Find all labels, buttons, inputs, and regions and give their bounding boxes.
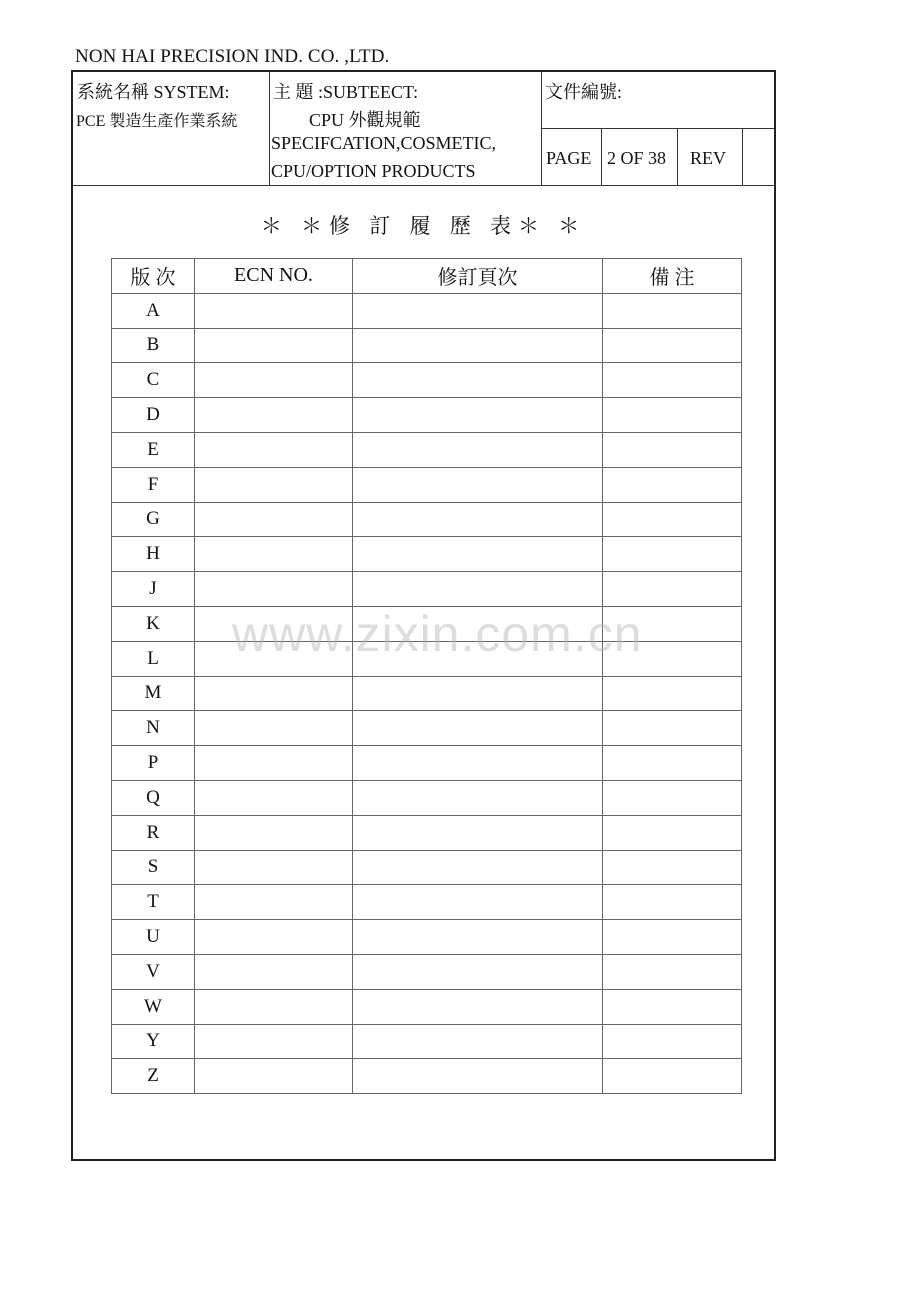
version-cell: Z bbox=[112, 1059, 195, 1094]
revised-pages-cell bbox=[353, 1024, 603, 1059]
system-value: PCE 製造生產作業系統 bbox=[76, 113, 238, 130]
rev-label: REV bbox=[690, 148, 726, 168]
watermark: www.zixin.com.cn bbox=[232, 606, 643, 662]
remarks-cell bbox=[603, 989, 742, 1024]
remarks-cell bbox=[603, 920, 742, 955]
remarks-cell bbox=[603, 641, 742, 676]
table-row bbox=[112, 885, 742, 920]
header-remarks: 備 注 bbox=[603, 259, 742, 294]
revision-rows bbox=[112, 293, 742, 1093]
header-revised-pages: 修訂頁次 bbox=[353, 259, 603, 294]
revised-pages-cell bbox=[353, 850, 603, 885]
version-cell: C bbox=[112, 363, 195, 398]
version-cell: E bbox=[112, 432, 195, 467]
table-row bbox=[112, 920, 742, 955]
version-cell: K bbox=[112, 606, 195, 641]
version-cell: B bbox=[112, 328, 195, 363]
revised-pages-cell bbox=[353, 989, 603, 1024]
version-cell: Y bbox=[112, 1024, 195, 1059]
version-cell: T bbox=[112, 885, 195, 920]
table-row bbox=[112, 432, 742, 467]
version-cell: N bbox=[112, 711, 195, 746]
revision-history-title: ＊ ＊修 訂 履 歷 表＊ ＊ bbox=[260, 214, 587, 238]
revision-history-table bbox=[111, 258, 742, 1094]
ecn-cell bbox=[195, 676, 353, 711]
ecn-cell bbox=[195, 293, 353, 328]
ecn-cell bbox=[195, 572, 353, 607]
ecn-cell bbox=[195, 467, 353, 502]
header-version: 版 次 bbox=[112, 259, 195, 294]
revised-pages-cell bbox=[353, 363, 603, 398]
table-row bbox=[112, 1059, 742, 1094]
ecn-cell bbox=[195, 885, 353, 920]
remarks-cell bbox=[603, 293, 742, 328]
table-row bbox=[112, 954, 742, 989]
remarks-cell bbox=[603, 1059, 742, 1094]
revised-pages-cell bbox=[353, 676, 603, 711]
ecn-cell bbox=[195, 537, 353, 572]
version-cell: Q bbox=[112, 780, 195, 815]
version-cell: A bbox=[112, 293, 195, 328]
table-row bbox=[112, 606, 742, 641]
remarks-cell bbox=[603, 398, 742, 433]
revised-pages-cell bbox=[353, 711, 603, 746]
ecn-cell bbox=[195, 920, 353, 955]
version-cell: L bbox=[112, 641, 195, 676]
version-cell: G bbox=[112, 502, 195, 537]
table-row bbox=[112, 641, 742, 676]
ecn-cell bbox=[195, 815, 353, 850]
remarks-cell bbox=[603, 572, 742, 607]
ecn-cell bbox=[195, 1059, 353, 1094]
table-row bbox=[112, 537, 742, 572]
subject-label: 主 題 :SUBTEECT: bbox=[273, 82, 419, 102]
version-cell: R bbox=[112, 815, 195, 850]
subject-line-1: CPU 外觀規範 bbox=[309, 110, 421, 130]
ecn-cell bbox=[195, 641, 353, 676]
doc-number-label: 文件編號: bbox=[545, 82, 623, 102]
revised-pages-cell bbox=[353, 502, 603, 537]
version-cell: V bbox=[112, 954, 195, 989]
remarks-cell bbox=[603, 676, 742, 711]
revised-pages-cell bbox=[353, 467, 603, 502]
ecn-cell bbox=[195, 1024, 353, 1059]
ecn-cell bbox=[195, 432, 353, 467]
header-ecn-no: ECN NO. bbox=[195, 259, 353, 294]
system-label: 系統名稱 SYSTEM: bbox=[77, 82, 230, 102]
table-header-row bbox=[112, 259, 742, 294]
table-row bbox=[112, 572, 742, 607]
table-row bbox=[112, 989, 742, 1024]
ecn-cell bbox=[195, 850, 353, 885]
ecn-cell bbox=[195, 328, 353, 363]
ecn-cell bbox=[195, 954, 353, 989]
subject-line-3: CPU/OPTION PRODUCTS bbox=[271, 161, 476, 181]
company-name: NON HAI PRECISION IND. CO. ,LTD. bbox=[75, 46, 390, 67]
remarks-cell bbox=[603, 1024, 742, 1059]
version-cell: J bbox=[112, 572, 195, 607]
version-cell: W bbox=[112, 989, 195, 1024]
table-row bbox=[112, 711, 742, 746]
revised-pages-cell bbox=[353, 815, 603, 850]
remarks-cell bbox=[603, 537, 742, 572]
revised-pages-cell bbox=[353, 885, 603, 920]
table-row bbox=[112, 363, 742, 398]
table-row bbox=[112, 467, 742, 502]
page-value: 2 OF 38 bbox=[607, 148, 667, 168]
document-header bbox=[73, 72, 774, 186]
remarks-cell bbox=[603, 606, 742, 641]
remarks-cell bbox=[603, 432, 742, 467]
ecn-cell bbox=[195, 989, 353, 1024]
table-row bbox=[112, 398, 742, 433]
revised-pages-cell bbox=[353, 641, 603, 676]
table-row bbox=[112, 850, 742, 885]
revised-pages-cell bbox=[353, 432, 603, 467]
revised-pages-cell bbox=[353, 920, 603, 955]
remarks-cell bbox=[603, 885, 742, 920]
revised-pages-cell bbox=[353, 572, 603, 607]
remarks-cell bbox=[603, 954, 742, 989]
version-cell: M bbox=[112, 676, 195, 711]
ecn-cell bbox=[195, 711, 353, 746]
version-cell: U bbox=[112, 920, 195, 955]
remarks-cell bbox=[603, 711, 742, 746]
ecn-cell bbox=[195, 746, 353, 781]
ecn-cell bbox=[195, 398, 353, 433]
remarks-cell bbox=[603, 467, 742, 502]
remarks-cell bbox=[603, 780, 742, 815]
ecn-cell bbox=[195, 606, 353, 641]
table-row bbox=[112, 676, 742, 711]
remarks-cell bbox=[603, 328, 742, 363]
remarks-cell bbox=[603, 502, 742, 537]
table-row bbox=[112, 746, 742, 781]
table-row bbox=[112, 502, 742, 537]
revised-pages-cell bbox=[353, 746, 603, 781]
remarks-cell bbox=[603, 746, 742, 781]
table-row bbox=[112, 1024, 742, 1059]
version-cell: S bbox=[112, 850, 195, 885]
version-cell: F bbox=[112, 467, 195, 502]
revised-pages-cell bbox=[353, 954, 603, 989]
ecn-cell bbox=[195, 363, 353, 398]
version-cell: D bbox=[112, 398, 195, 433]
revised-pages-cell bbox=[353, 398, 603, 433]
table-row bbox=[112, 780, 742, 815]
subject-line-2: SPECIFCATION,COSMETIC, bbox=[271, 133, 497, 153]
revised-pages-cell bbox=[353, 606, 603, 641]
page-label: PAGE bbox=[546, 148, 592, 168]
revised-pages-cell bbox=[353, 780, 603, 815]
ecn-cell bbox=[195, 502, 353, 537]
version-cell: P bbox=[112, 746, 195, 781]
remarks-cell bbox=[603, 850, 742, 885]
table-row bbox=[112, 815, 742, 850]
remarks-cell bbox=[603, 815, 742, 850]
ecn-cell bbox=[195, 780, 353, 815]
remarks-cell bbox=[603, 363, 742, 398]
table-row bbox=[112, 328, 742, 363]
revised-pages-cell bbox=[353, 328, 603, 363]
version-cell: H bbox=[112, 537, 195, 572]
revised-pages-cell bbox=[353, 537, 603, 572]
revised-pages-cell bbox=[353, 293, 603, 328]
table-row bbox=[112, 293, 742, 328]
revised-pages-cell bbox=[353, 1059, 603, 1094]
